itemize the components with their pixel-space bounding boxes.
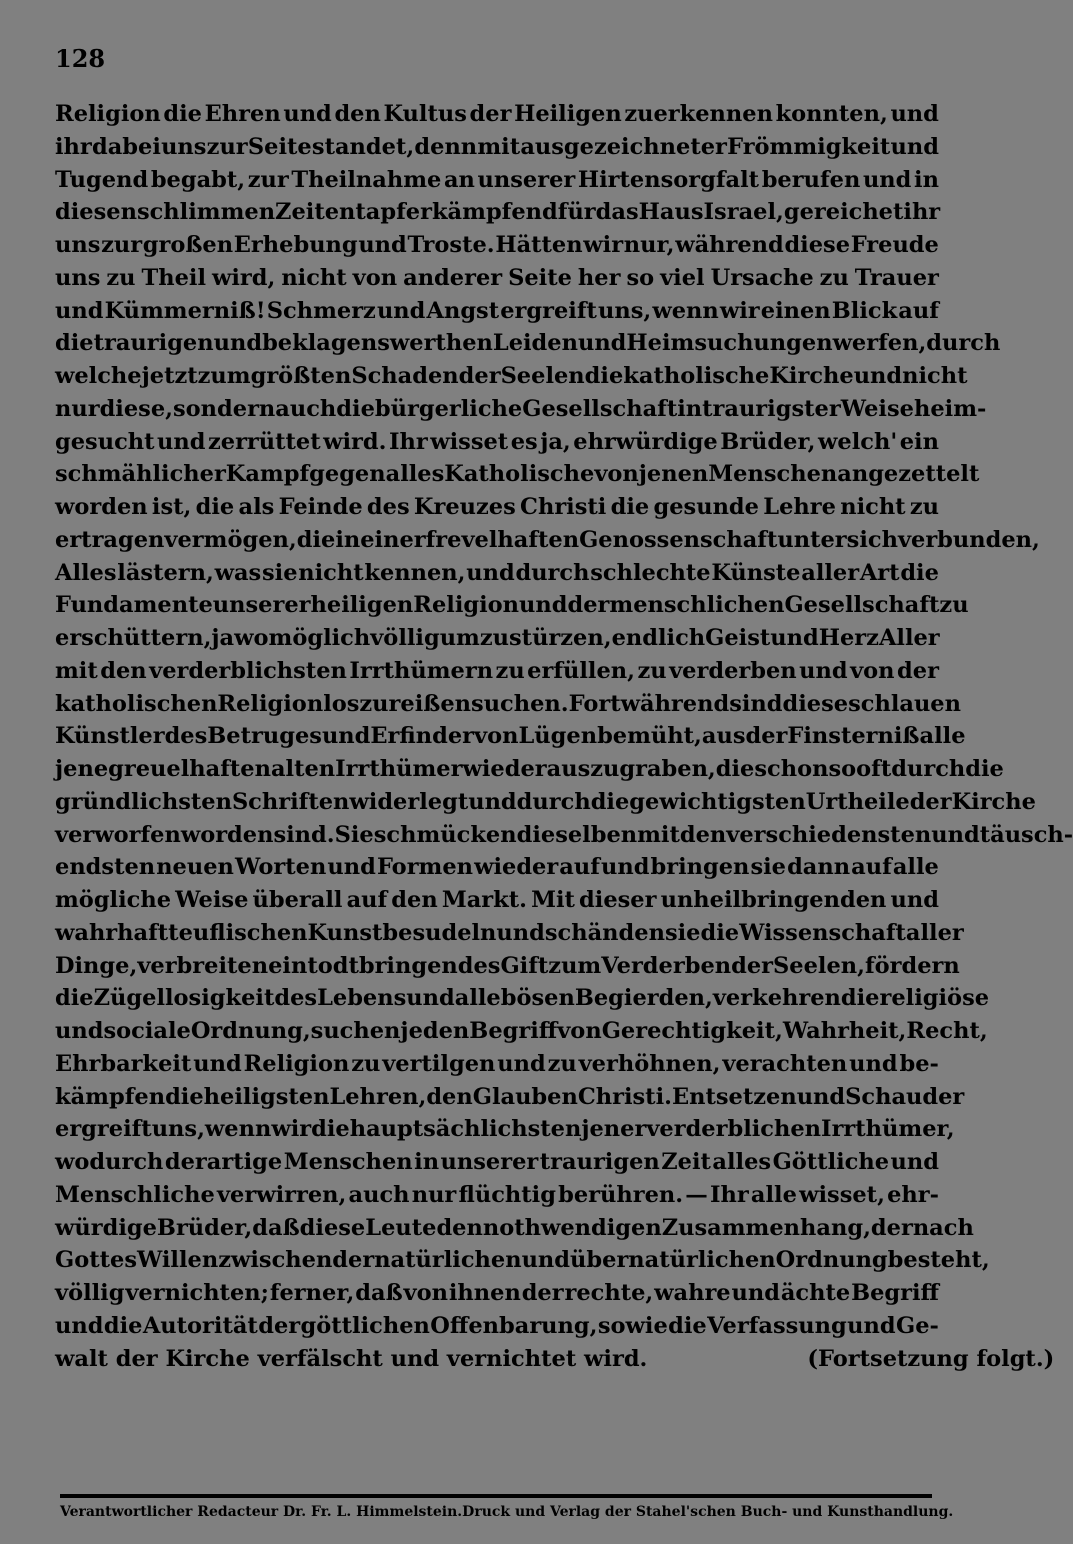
text-line: diesen schlimmen Zeiten tapfer kämpfend für das Haus Israel, gereichet ihr xyxy=(55,199,941,226)
text-line: und die Autorität der göttlichen Offenbarung, sowie die Verfassung und Ge- xyxy=(55,1312,939,1339)
text-line: ihr dabei uns zur Seite standet, denn mit ausgezeichneter Frömmigkeit und xyxy=(55,133,939,160)
text-line: Dinge, verbreiten ein todtbringendes Gift zum Verderben der Seelen, fördern xyxy=(55,952,960,979)
text-line: ergreift uns, wenn wir die hauptsächlichsten jener verderblichen Irrthümer, xyxy=(55,1116,955,1143)
text-line: jene greuelhaften alten Irrthümer wieder auszugraben, die schon so oft durch die xyxy=(55,756,1004,782)
text-line: katholischen Religion loszureißen suchen. Fortwährend sind diese schlauen xyxy=(55,690,961,717)
text-line: worden ist, die als Feinde des Kreuzes Christi die gesunde Lehre nicht zu xyxy=(55,494,939,520)
text-line: uns zur großen Erhebung und Troste. Hätten wir nur, während diese Freude xyxy=(55,232,939,258)
page-number: 128 xyxy=(55,44,106,73)
text-line: mit den verderblichsten Irrthümern zu erfüllen, zu verderben und von der xyxy=(55,657,939,684)
text-line: endsten neuen Worten und Formen wieder auf und bringen sie dann auf alle xyxy=(55,854,939,881)
text-line: gesucht und zerrüttet wird. Ihr wisset es ja, ehrwürdige Brüder, welch' ein xyxy=(55,428,939,455)
text-line: mögliche Weise überall auf den Markt. Mit dieser unheilbringenden und xyxy=(55,887,939,913)
text-line: gründlichsten Schriften widerlegt und durch die gewichtigsten Urtheile der Kirche xyxy=(55,788,1036,815)
text-line: völlig vernichten; ferner, daß von ihnen der rechte, wahre und ächte Begriff xyxy=(55,1280,939,1306)
text-line: uns zu Theil wird, nicht von anderer Seite her so viel Ursache zu Trauer xyxy=(55,264,939,291)
imprint xyxy=(60,1504,954,1520)
text-line: Menschliche verwirren, auch nur flüchtig berühren. — Ihr alle wisset, ehr- xyxy=(55,1181,939,1208)
text-line: Religion die Ehren und den Kultus der Heiligen zuerkennen konnten, und xyxy=(55,101,939,127)
text-line: schmählicher Kampf gegen alles Katholische von jenen Menschen angezettelt xyxy=(55,461,980,488)
text-line: die Zügellosigkeit des Lebens und alle bösen Begierden, verkehren die religiöse xyxy=(55,985,990,1012)
text-line: nur diese, sondern auch die bürgerliche Gesellschaft in traurigster Weise heim- xyxy=(55,395,987,422)
continuation-note: (Fortsetzung folgt.) xyxy=(807,1345,1055,1372)
text-line: ertragen vermögen, die in einer frevelhaften Genossenschaft unter sich verbunden, xyxy=(55,526,1040,553)
text-line: Alles lästern, was sie nicht kennen, und durch schlechte Künste aller Art die xyxy=(55,559,939,586)
text-line: Künstler des Betruges und Erfinder von Lügen bemüht, aus der Finsterniß alle xyxy=(55,723,966,750)
text-line-last xyxy=(55,1343,1055,1376)
imprint-publisher: Druck und Verlag der Stahel'schen Buch- und Kunsthandlung. xyxy=(462,1504,954,1520)
text-line: und Kümmerniß! Schmerz und Angst ergreift uns, wenn wir einen Blick auf xyxy=(55,297,939,324)
closing-sentence: walt der Kirche verfälscht und vernichtet wird. xyxy=(55,1345,648,1372)
text-line: wodurch derartige Menschen in unserer traurigen Zeit alles Göttliche und xyxy=(55,1149,939,1175)
text-line: Gottes Willen zwischen der natürlichen und übernatürlichen Ordnung besteht, xyxy=(55,1247,990,1274)
text-line: Tugend begabt, zur Theilnahme an unserer Hirtensorgfalt berufen und in xyxy=(55,166,939,193)
imprint-editor: Verantwortlicher Redacteur Dr. Fr. L. Himmelstein. xyxy=(60,1504,463,1520)
text-line: Fundamente unserer heiligen Religion und der menschlichen Gesellschaft zu xyxy=(55,592,969,619)
text-line: welche jetzt zum größten Schaden der Seelen die katholische Kirche und nicht xyxy=(55,363,968,389)
text-line: würdige Brüder, daß diese Leute den nothwendigen Zusammenhang, der nach xyxy=(55,1214,974,1241)
footer-rule xyxy=(60,1494,932,1498)
text-line: erschüttern, ja wo möglich völlig umzustürzen, endlich Geist und Herz Aller xyxy=(55,625,940,651)
article-text xyxy=(55,98,1073,1375)
text-line: verworfen worden sind. Sie schmücken dieselben mit den verschiedensten und täusch- xyxy=(55,821,1073,848)
text-line: die traurigen und beklagenswerthen Leiden und Heimsuchungen werfen, durch xyxy=(55,330,1001,357)
text-line: und sociale Ordnung, suchen jeden Begriff von Gerechtigkeit, Wahrheit, Recht, xyxy=(55,1018,988,1044)
text-line: kämpfen die heiligsten Lehren, den Glauben Christi. Entsetzen und Schauder xyxy=(55,1083,965,1110)
text-line: wahrhaft teuflischen Kunst besudeln und schänden sie die Wissenschaft aller xyxy=(55,919,964,946)
text-line: Ehrbarkeit und Religion zu vertilgen und zu verhöhnen, verachten und be- xyxy=(55,1050,939,1077)
